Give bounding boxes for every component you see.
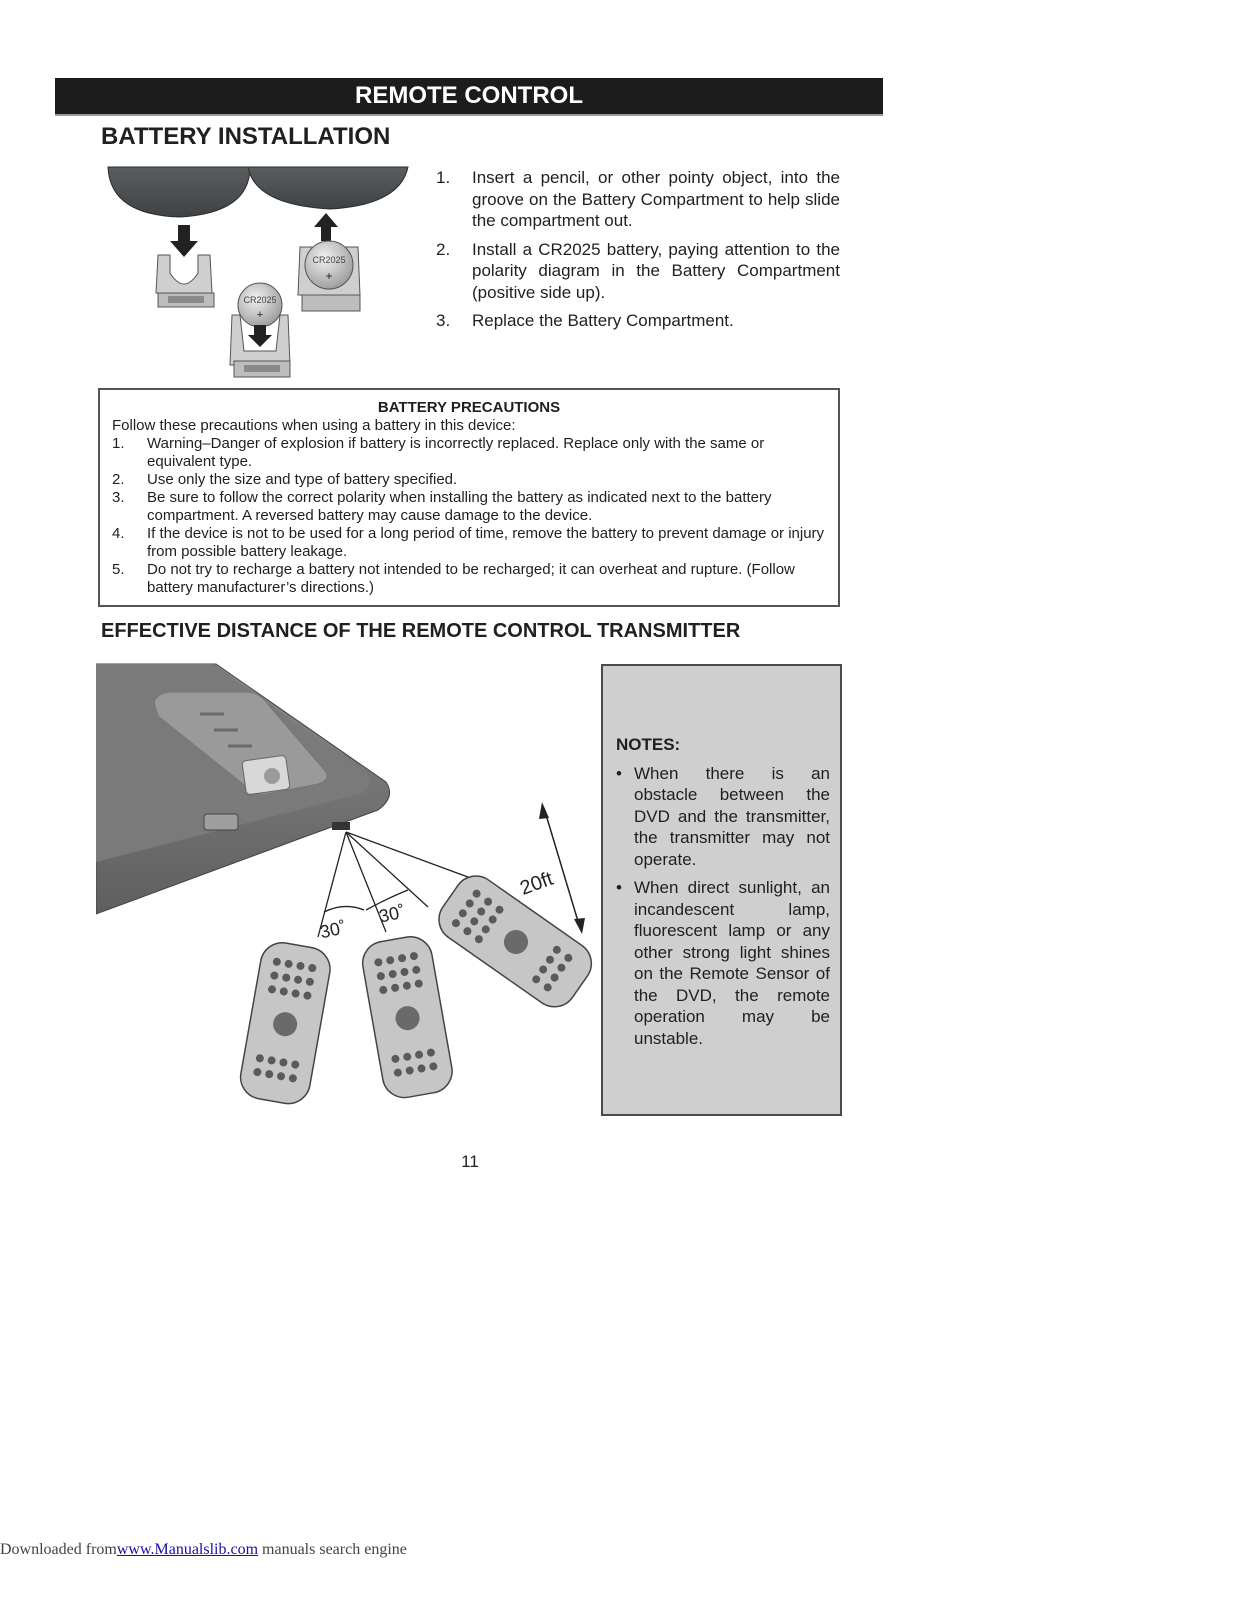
svg-text:+: + — [325, 269, 333, 283]
step-item: 3. Replace the Battery Compartment. — [436, 311, 734, 330]
precaution-item: 4. If the device is not to be used for a long period of time, remove the battery to prevent damage or injury from possible battery leakage. — [112, 525, 825, 560]
precautions-list — [112, 435, 826, 597]
device-underside-left — [108, 167, 250, 217]
precaution-item: 5. Do not try to recharge a battery not intended to be recharged; it can overheat and rupture. (Follow battery manufacturer’s directions.) — [112, 561, 795, 596]
notes-title: NOTES: — [616, 735, 681, 754]
section-banner: REMOTE CONTROL — [55, 78, 883, 116]
footer-prefix: Downloaded from — [0, 1541, 117, 1558]
step-item: 1. Insert a pencil, or other pointy object, into the groove on the Battery Compartment to help slide the compartment out. — [436, 168, 840, 230]
effective-distance-heading: EFFECTIVE DISTANCE OF THE REMOTE CONTROL TRANSMITTER — [101, 620, 741, 642]
battery-installation-steps — [436, 167, 840, 339]
precautions-intro: Follow these precautions when using a battery in this device: — [112, 417, 516, 434]
notes-box — [601, 664, 842, 1116]
remote-control-left-icon — [237, 939, 333, 1107]
remote-sensor-icon — [332, 822, 350, 830]
device-underside-right — [248, 167, 408, 209]
step-item: 2. Install a CR2025 battery, paying attention to the polarity diagram in the Battery Compartment (positive side up). — [436, 239, 840, 302]
precaution-item: 2. Use only the size and type of battery specified. — [112, 471, 458, 488]
effective-distance-illustration — [96, 662, 596, 1107]
precaution-item: 3. Be sure to follow the correct polarity when installing the battery as indicated next to the battery compartment. A reversed battery may cause damage to the device. — [112, 489, 772, 524]
battery-precautions-box — [98, 388, 840, 607]
note-item: • When there is an obstacle between the DVD and the transmitter, the transmitter may not operate. — [616, 763, 830, 869]
compartment-with-battery-center — [230, 283, 290, 377]
notes-list — [616, 763, 830, 1050]
compartment-with-battery-right — [298, 241, 360, 311]
precautions-title: BATTERY PRECAUTIONS — [377, 399, 561, 416]
svg-text:30˚: 30˚ — [377, 901, 407, 927]
battery-installation-illustration — [100, 165, 420, 385]
remote-control-right-icon — [430, 867, 596, 1015]
svg-text:CR2025: CR2025 — [312, 255, 346, 265]
insert-arrow-icon — [170, 225, 198, 257]
compartment-empty — [156, 255, 214, 307]
precaution-item: 1. Warning–Danger of explosion if battery is incorrectly replaced. Replace only with the same or equivalent type. — [112, 435, 765, 470]
footer-suffix: manuals search engine — [258, 1541, 407, 1558]
svg-text:CR2025: CR2025 — [243, 295, 277, 305]
remote-control-center-icon — [359, 933, 455, 1101]
manualslib-link[interactable]: www.Manualslib.com — [116, 1541, 259, 1558]
page-number: 11 — [461, 1152, 479, 1171]
note-item: • When direct sunlight, an incandescent lamp, fluorescent lamp or any other strong light shines on the Remote Sensor of the DVD, the remote operation may be unstable. — [616, 878, 830, 1048]
svg-text:20ft: 20ft — [517, 867, 557, 900]
svg-text:30˚: 30˚ — [318, 917, 348, 943]
battery-installation-heading: BATTERY INSTALLATION — [101, 123, 391, 150]
download-footer — [0, 1541, 407, 1559]
svg-text:+: + — [256, 309, 264, 321]
remove-arrow-icon — [314, 213, 338, 241]
